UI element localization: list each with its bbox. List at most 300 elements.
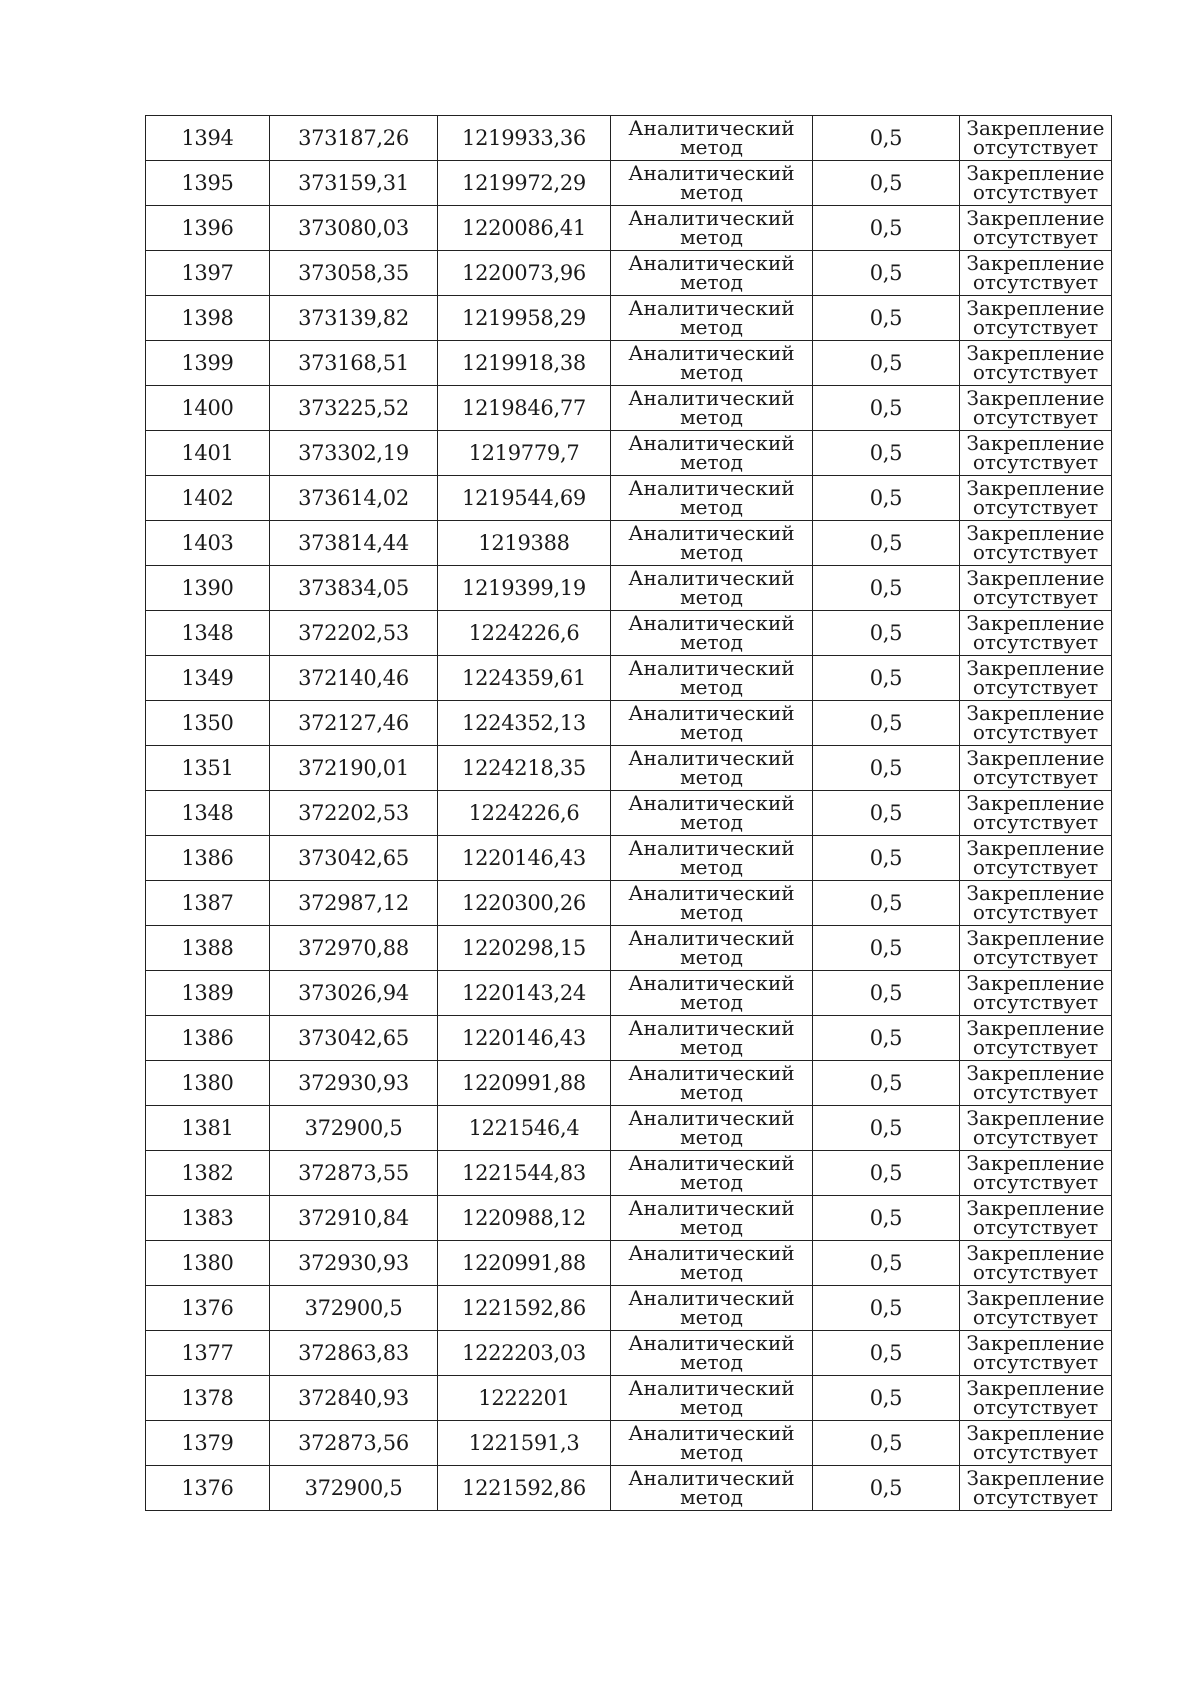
point-number-cell: 1348 [146, 791, 270, 836]
point-number-cell: 1382 [146, 1151, 270, 1196]
fixing-cell-line: Закрепление [966, 116, 1105, 140]
method-cell [611, 116, 813, 161]
fixing-cell-line: Закрепление [966, 521, 1105, 545]
point-number-cell: 1351 [146, 746, 270, 791]
method-cell [611, 1151, 813, 1196]
y-coordinate-cell: 1220086,41 [438, 206, 611, 251]
y-coordinate-cell: 1224226,6 [438, 791, 611, 836]
fixing-cell [960, 1106, 1112, 1151]
fixing-cell-line: отсутствует [972, 180, 1099, 204]
point-number-cell: 1386 [146, 1016, 270, 1061]
fixing-cell [960, 971, 1112, 1016]
accuracy-cell: 0,5 [813, 881, 960, 926]
table-row [146, 566, 1112, 611]
method-cell-line: Аналитический [628, 251, 795, 275]
method-cell-line: Аналитический [628, 701, 795, 725]
point-number-cell: 1386 [146, 836, 270, 881]
x-coordinate-cell: 372910,84 [270, 1196, 438, 1241]
accuracy-cell: 0,5 [813, 341, 960, 386]
method-cell-line: Аналитический [628, 1016, 795, 1040]
method-cell-line: метод [680, 360, 743, 384]
x-coordinate-cell: 372873,55 [270, 1151, 438, 1196]
method-cell-line: метод [680, 855, 743, 879]
method-cell-line: метод [680, 270, 743, 294]
fixing-cell [960, 701, 1112, 746]
fixing-cell-line: Закрепление [966, 296, 1105, 320]
method-cell-line: метод [680, 1395, 743, 1419]
fixing-cell-line: отсутствует [972, 270, 1099, 294]
method-cell-line: метод [680, 585, 743, 609]
fixing-cell-line: Закрепление [966, 1196, 1105, 1220]
method-cell-line: Аналитический [628, 1196, 795, 1220]
y-coordinate-cell: 1219399,19 [438, 566, 611, 611]
method-cell [611, 701, 813, 746]
method-cell-line: Аналитический [628, 971, 795, 995]
fixing-cell-line: отсутствует [972, 495, 1099, 519]
point-number-cell: 1399 [146, 341, 270, 386]
fixing-cell-line: Закрепление [966, 656, 1105, 680]
x-coordinate-cell: 372202,53 [270, 611, 438, 656]
fixing-cell [960, 341, 1112, 386]
method-cell-line: метод [680, 1080, 743, 1104]
fixing-cell-line: Закрепление [966, 881, 1105, 905]
accuracy-cell: 0,5 [813, 566, 960, 611]
accuracy-cell: 0,5 [813, 116, 960, 161]
fixing-cell-line: отсутствует [972, 315, 1099, 339]
accuracy-cell: 0,5 [813, 1016, 960, 1061]
fixing-cell [960, 791, 1112, 836]
method-cell-line: Аналитический [628, 386, 795, 410]
method-cell-line: метод [680, 945, 743, 969]
method-cell-line: Аналитический [628, 296, 795, 320]
fixing-cell-line: Закрепление [966, 341, 1105, 365]
x-coordinate-cell: 372127,46 [270, 701, 438, 746]
x-coordinate-cell: 373187,26 [270, 116, 438, 161]
method-cell [611, 1196, 813, 1241]
fixing-cell-line: отсутствует [972, 765, 1099, 789]
method-cell [611, 341, 813, 386]
fixing-cell-line: отсутствует [972, 540, 1099, 564]
method-cell [611, 1106, 813, 1151]
y-coordinate-cell: 1224226,6 [438, 611, 611, 656]
point-number-cell: 1350 [146, 701, 270, 746]
fixing-cell-line: отсутствует [972, 360, 1099, 384]
method-cell-line: Аналитический [628, 1331, 795, 1355]
x-coordinate-cell: 372190,01 [270, 746, 438, 791]
method-cell-line: Аналитический [628, 341, 795, 365]
point-number-cell: 1376 [146, 1466, 270, 1511]
method-cell [611, 1241, 813, 1286]
method-cell [611, 1286, 813, 1331]
y-coordinate-cell: 1220146,43 [438, 836, 611, 881]
table-row [146, 971, 1112, 1016]
method-cell-line: метод [680, 540, 743, 564]
fixing-cell [960, 1196, 1112, 1241]
method-cell [611, 971, 813, 1016]
table-row [146, 1196, 1112, 1241]
x-coordinate-cell: 373225,52 [270, 386, 438, 431]
accuracy-cell: 0,5 [813, 1241, 960, 1286]
fixing-cell [960, 1466, 1112, 1511]
accuracy-cell: 0,5 [813, 1286, 960, 1331]
fixing-cell-line: Закрепление [966, 1241, 1105, 1265]
fixing-cell-line: отсутствует [972, 1485, 1099, 1509]
x-coordinate-cell: 372202,53 [270, 791, 438, 836]
fixing-cell [960, 836, 1112, 881]
fixing-cell-line: Закрепление [966, 1286, 1105, 1310]
accuracy-cell: 0,5 [813, 926, 960, 971]
accuracy-cell: 0,5 [813, 476, 960, 521]
table-row [146, 1421, 1112, 1466]
table-body [146, 116, 1112, 1511]
fixing-cell-line: Закрепление [966, 206, 1105, 230]
y-coordinate-cell: 1220991,88 [438, 1061, 611, 1106]
method-cell [611, 926, 813, 971]
point-number-cell: 1387 [146, 881, 270, 926]
x-coordinate-cell: 373058,35 [270, 251, 438, 296]
method-cell [611, 881, 813, 926]
fixing-cell [960, 1241, 1112, 1286]
fixing-cell [960, 1421, 1112, 1466]
method-cell-line: метод [680, 1170, 743, 1194]
accuracy-cell: 0,5 [813, 1421, 960, 1466]
fixing-cell-line: отсутствует [972, 900, 1099, 924]
x-coordinate-cell: 372900,5 [270, 1466, 438, 1511]
method-cell-line: метод [680, 1035, 743, 1059]
fixing-cell-line: Закрепление [966, 611, 1105, 635]
y-coordinate-cell: 1219388 [438, 521, 611, 566]
table-row [146, 161, 1112, 206]
point-number-cell: 1396 [146, 206, 270, 251]
point-number-cell: 1398 [146, 296, 270, 341]
accuracy-cell: 0,5 [813, 1466, 960, 1511]
method-cell-line: метод [680, 675, 743, 699]
y-coordinate-cell: 1219544,69 [438, 476, 611, 521]
fixing-cell-line: Закрепление [966, 386, 1105, 410]
accuracy-cell: 0,5 [813, 1331, 960, 1376]
point-number-cell: 1388 [146, 926, 270, 971]
fixing-cell [960, 1016, 1112, 1061]
table-row [146, 1151, 1112, 1196]
table-row [146, 1376, 1112, 1421]
table-row [146, 1286, 1112, 1331]
table-row [146, 656, 1112, 701]
table-row [146, 521, 1112, 566]
x-coordinate-cell: 372840,93 [270, 1376, 438, 1421]
x-coordinate-cell: 372970,88 [270, 926, 438, 971]
method-cell [611, 566, 813, 611]
method-cell-line: метод [680, 1215, 743, 1239]
method-cell [611, 161, 813, 206]
method-cell-line: метод [680, 1305, 743, 1329]
y-coordinate-cell: 1220991,88 [438, 1241, 611, 1286]
method-cell [611, 1421, 813, 1466]
fixing-cell-line: Закрепление [966, 1331, 1105, 1355]
table-row [146, 611, 1112, 656]
method-cell [611, 476, 813, 521]
accuracy-cell: 0,5 [813, 161, 960, 206]
fixing-cell-line: отсутствует [972, 1260, 1099, 1284]
x-coordinate-cell: 373042,65 [270, 836, 438, 881]
fixing-cell [960, 926, 1112, 971]
fixing-cell-line: Закрепление [966, 1106, 1105, 1130]
fixing-cell-line: Закрепление [966, 746, 1105, 770]
x-coordinate-cell: 372863,83 [270, 1331, 438, 1376]
accuracy-cell: 0,5 [813, 791, 960, 836]
coordinates-table [145, 115, 1112, 1511]
method-cell [611, 521, 813, 566]
y-coordinate-cell: 1220988,12 [438, 1196, 611, 1241]
point-number-cell: 1403 [146, 521, 270, 566]
x-coordinate-cell: 373042,65 [270, 1016, 438, 1061]
method-cell-line: метод [680, 1125, 743, 1149]
point-number-cell: 1381 [146, 1106, 270, 1151]
fixing-cell-line: Закрепление [966, 476, 1105, 500]
fixing-cell-line: отсутствует [972, 1350, 1099, 1374]
method-cell [611, 251, 813, 296]
fixing-cell-line: отсутствует [972, 1125, 1099, 1149]
point-number-cell: 1397 [146, 251, 270, 296]
method-cell-line: метод [680, 1485, 743, 1509]
fixing-cell-line: Закрепление [966, 1061, 1105, 1085]
method-cell-line: метод [680, 630, 743, 654]
y-coordinate-cell: 1224218,35 [438, 746, 611, 791]
method-cell-line: метод [680, 405, 743, 429]
method-cell-line: Аналитический [628, 566, 795, 590]
table-row [146, 476, 1112, 521]
accuracy-cell: 0,5 [813, 1106, 960, 1151]
point-number-cell: 1377 [146, 1331, 270, 1376]
point-number-cell: 1395 [146, 161, 270, 206]
method-cell [611, 656, 813, 701]
fixing-cell-line: отсутствует [972, 1080, 1099, 1104]
x-coordinate-cell: 372930,93 [270, 1061, 438, 1106]
point-number-cell: 1389 [146, 971, 270, 1016]
accuracy-cell: 0,5 [813, 1151, 960, 1196]
y-coordinate-cell: 1220300,26 [438, 881, 611, 926]
method-cell-line: Аналитический [628, 1061, 795, 1085]
method-cell [611, 1331, 813, 1376]
fixing-cell [960, 251, 1112, 296]
table-row [146, 386, 1112, 431]
table-row [146, 1061, 1112, 1106]
x-coordinate-cell: 372140,46 [270, 656, 438, 701]
table-row [146, 296, 1112, 341]
fixing-cell-line: Закрепление [966, 566, 1105, 590]
fixing-cell [960, 161, 1112, 206]
table-row [146, 431, 1112, 476]
fixing-cell-line: отсутствует [972, 630, 1099, 654]
table-row [146, 1331, 1112, 1376]
fixing-cell [960, 1286, 1112, 1331]
accuracy-cell: 0,5 [813, 206, 960, 251]
x-coordinate-cell: 372873,56 [270, 1421, 438, 1466]
method-cell-line: метод [680, 765, 743, 789]
y-coordinate-cell: 1219972,29 [438, 161, 611, 206]
method-cell-line: метод [680, 135, 743, 159]
table-row [146, 701, 1112, 746]
table-row [146, 791, 1112, 836]
method-cell-line: Аналитический [628, 611, 795, 635]
accuracy-cell: 0,5 [813, 251, 960, 296]
x-coordinate-cell: 373026,94 [270, 971, 438, 1016]
method-cell-line: Аналитический [628, 926, 795, 950]
fixing-cell-line: Закрепление [966, 1421, 1105, 1445]
fixing-cell-line: отсутствует [972, 855, 1099, 879]
fixing-cell-line: отсутствует [972, 585, 1099, 609]
y-coordinate-cell: 1219846,77 [438, 386, 611, 431]
y-coordinate-cell: 1220298,15 [438, 926, 611, 971]
point-number-cell: 1376 [146, 1286, 270, 1331]
fixing-cell [960, 386, 1112, 431]
method-cell-line: Аналитический [628, 836, 795, 860]
fixing-cell [960, 296, 1112, 341]
y-coordinate-cell: 1219933,36 [438, 116, 611, 161]
accuracy-cell: 0,5 [813, 836, 960, 881]
method-cell-line: Аналитический [628, 1241, 795, 1265]
method-cell-line: Аналитический [628, 1421, 795, 1445]
method-cell-line: метод [680, 315, 743, 339]
method-cell-line: Аналитический [628, 746, 795, 770]
fixing-cell [960, 1376, 1112, 1421]
method-cell [611, 1061, 813, 1106]
table-row [146, 1106, 1112, 1151]
table-row [146, 926, 1112, 971]
point-number-cell: 1349 [146, 656, 270, 701]
method-cell [611, 296, 813, 341]
point-number-cell: 1379 [146, 1421, 270, 1466]
x-coordinate-cell: 373168,51 [270, 341, 438, 386]
table-row [146, 1241, 1112, 1286]
fixing-cell-line: Закрепление [966, 791, 1105, 815]
accuracy-cell: 0,5 [813, 386, 960, 431]
accuracy-cell: 0,5 [813, 971, 960, 1016]
fixing-cell-line: отсутствует [972, 1170, 1099, 1194]
fixing-cell-line: отсутствует [972, 720, 1099, 744]
y-coordinate-cell: 1220073,96 [438, 251, 611, 296]
fixing-cell-line: отсутствует [972, 450, 1099, 474]
method-cell-line: Аналитический [628, 1151, 795, 1175]
table-row [146, 1466, 1112, 1511]
table-row [146, 251, 1112, 296]
point-number-cell: 1394 [146, 116, 270, 161]
fixing-cell [960, 521, 1112, 566]
method-cell [611, 1376, 813, 1421]
fixing-cell-line: Закрепление [966, 971, 1105, 995]
fixing-cell [960, 611, 1112, 656]
fixing-cell-line: Закрепление [966, 431, 1105, 455]
accuracy-cell: 0,5 [813, 1061, 960, 1106]
point-number-cell: 1378 [146, 1376, 270, 1421]
point-number-cell: 1348 [146, 611, 270, 656]
fixing-cell-line: отсутствует [972, 945, 1099, 969]
fixing-cell-line: отсутствует [972, 990, 1099, 1014]
x-coordinate-cell: 373139,82 [270, 296, 438, 341]
method-cell-line: метод [680, 180, 743, 204]
fixing-cell [960, 1151, 1112, 1196]
y-coordinate-cell: 1224352,13 [438, 701, 611, 746]
fixing-cell-line: отсутствует [972, 135, 1099, 159]
fixing-cell-line: Закрепление [966, 1016, 1105, 1040]
x-coordinate-cell: 372900,5 [270, 1286, 438, 1331]
fixing-cell-line: отсутствует [972, 1305, 1099, 1329]
table-row [146, 836, 1112, 881]
y-coordinate-cell: 1219779,7 [438, 431, 611, 476]
accuracy-cell: 0,5 [813, 1196, 960, 1241]
method-cell-line: Аналитический [628, 161, 795, 185]
method-cell [611, 791, 813, 836]
y-coordinate-cell: 1220143,24 [438, 971, 611, 1016]
fixing-cell-line: отсутствует [972, 225, 1099, 249]
method-cell-line: Аналитический [628, 116, 795, 140]
y-coordinate-cell: 1221544,83 [438, 1151, 611, 1196]
y-coordinate-cell: 1220146,43 [438, 1016, 611, 1061]
table-row [146, 746, 1112, 791]
table-row [146, 206, 1112, 251]
method-cell [611, 746, 813, 791]
y-coordinate-cell: 1221546,4 [438, 1106, 611, 1151]
fixing-cell [960, 746, 1112, 791]
point-number-cell: 1400 [146, 386, 270, 431]
method-cell [611, 431, 813, 476]
fixing-cell-line: отсутствует [972, 810, 1099, 834]
fixing-cell-line: отсутствует [972, 1395, 1099, 1419]
method-cell-line: Аналитический [628, 1376, 795, 1400]
y-coordinate-cell: 1219958,29 [438, 296, 611, 341]
x-coordinate-cell: 373159,31 [270, 161, 438, 206]
accuracy-cell: 0,5 [813, 431, 960, 476]
accuracy-cell: 0,5 [813, 701, 960, 746]
method-cell-line: метод [680, 720, 743, 744]
table-row [146, 881, 1112, 926]
point-number-cell: 1401 [146, 431, 270, 476]
method-cell-line: метод [680, 450, 743, 474]
fixing-cell-line: отсутствует [972, 1035, 1099, 1059]
point-number-cell: 1402 [146, 476, 270, 521]
fixing-cell [960, 656, 1112, 701]
fixing-cell [960, 1061, 1112, 1106]
method-cell-line: метод [680, 225, 743, 249]
fixing-cell [960, 1331, 1112, 1376]
method-cell-line: метод [680, 900, 743, 924]
method-cell [611, 1466, 813, 1511]
method-cell-line: Аналитический [628, 206, 795, 230]
method-cell [611, 611, 813, 656]
x-coordinate-cell: 372930,93 [270, 1241, 438, 1286]
point-number-cell: 1390 [146, 566, 270, 611]
fixing-cell-line: отсутствует [972, 675, 1099, 699]
fixing-cell [960, 206, 1112, 251]
y-coordinate-cell: 1219918,38 [438, 341, 611, 386]
x-coordinate-cell: 373834,05 [270, 566, 438, 611]
y-coordinate-cell: 1224359,61 [438, 656, 611, 701]
fixing-cell [960, 116, 1112, 161]
fixing-cell-line: Закрепление [966, 161, 1105, 185]
method-cell-line: метод [680, 1260, 743, 1284]
point-number-cell: 1383 [146, 1196, 270, 1241]
method-cell-line: Аналитический [628, 476, 795, 500]
x-coordinate-cell: 373302,19 [270, 431, 438, 476]
fixing-cell-line: отсутствует [972, 1215, 1099, 1239]
fixing-cell-line: Закрепление [966, 836, 1105, 860]
y-coordinate-cell: 1222203,03 [438, 1331, 611, 1376]
fixing-cell [960, 881, 1112, 926]
fixing-cell-line: Закрепление [966, 1376, 1105, 1400]
method-cell-line: Аналитический [628, 881, 795, 905]
x-coordinate-cell: 372900,5 [270, 1106, 438, 1151]
method-cell-line: метод [680, 1350, 743, 1374]
method-cell-line: Аналитический [628, 1106, 795, 1130]
